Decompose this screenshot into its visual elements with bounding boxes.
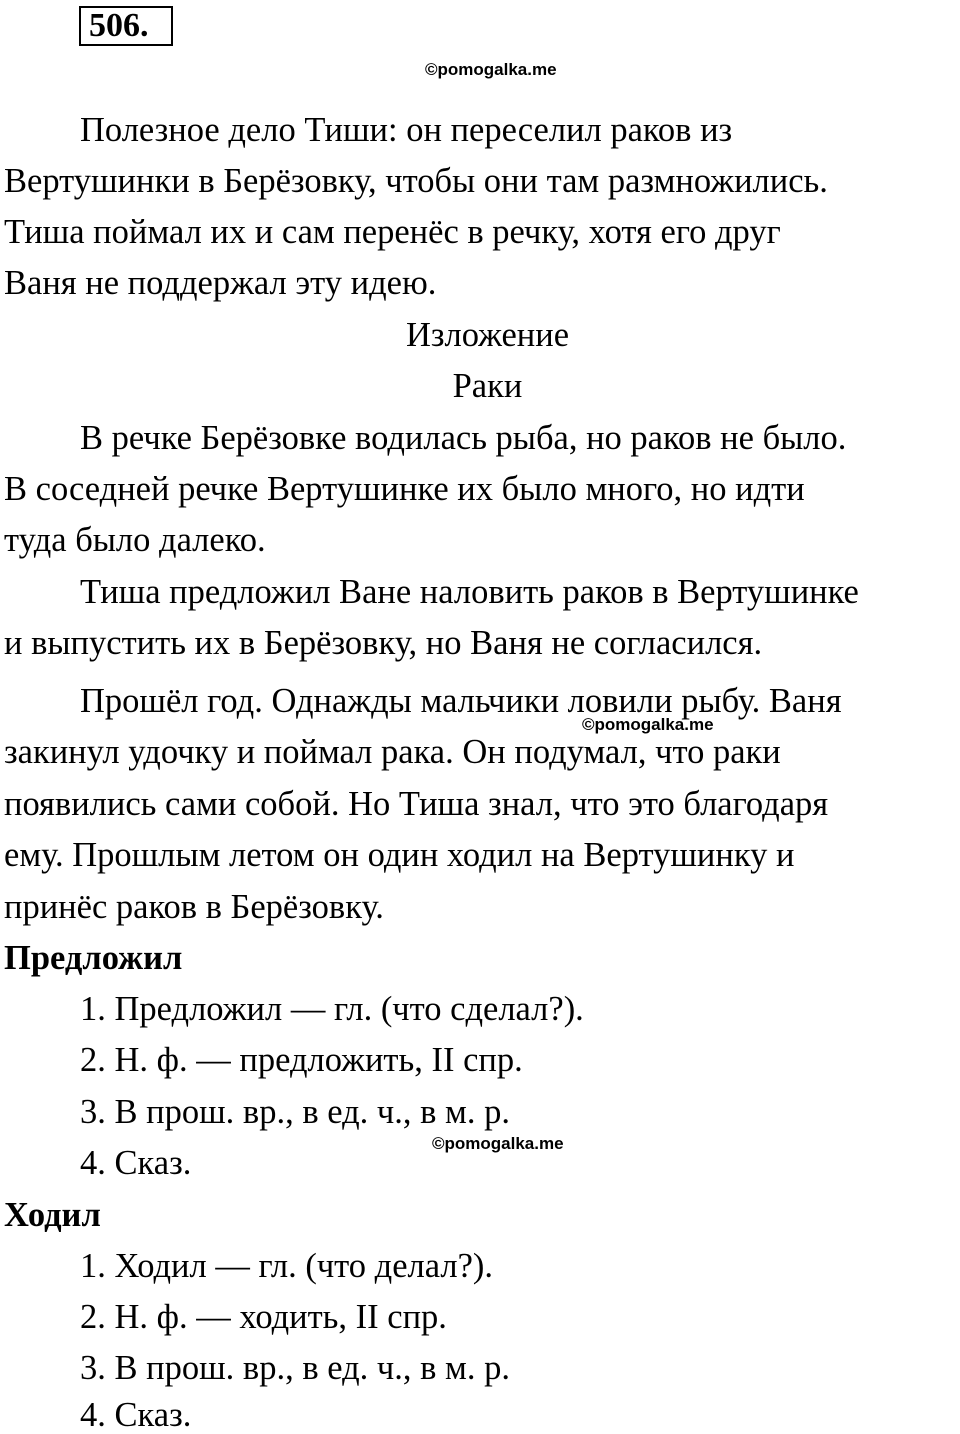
analysis-2-item-3: 3. В прош. вр., в ед. ч., в м. р.: [80, 1349, 511, 1387]
analysis-1-item-4: 4. Сказ.: [80, 1144, 192, 1182]
story-line-2: В соседней речке Вертушинке их было много, но идти: [4, 470, 805, 508]
summary-line-3: Тиша поймал их и сам перенёс в речку, хотя его друг: [4, 213, 781, 251]
exercise-number: 506.: [79, 6, 173, 46]
analysis-1-item-2: 2. Н. ф. — предложить, II спр.: [80, 1041, 523, 1079]
story-line-6: Прошёл год. Однажды мальчики ловили рыбу. Ваня: [80, 682, 842, 720]
story-line-7: закинул удочку и поймал рака. Он подумал, что раки: [4, 733, 781, 771]
summary-line-1: Полезное дело Тиши: он переселил раков из: [80, 111, 733, 149]
analysis-2-item-2: 2. Н. ф. — ходить, II спр.: [80, 1298, 447, 1336]
story-line-4: Тиша предложил Ване наловить раков в Вертушинке: [80, 573, 859, 611]
summary-line-2: Вертушинки в Берёзовку, чтобы они там размножились.: [4, 162, 828, 200]
story-line-9: ему. Прошлым летом он один ходил на Вертушинку и: [4, 836, 795, 874]
story-line-3: туда было далеко.: [4, 521, 266, 559]
story-line-10: принёс раков в Берёзовку.: [4, 888, 384, 926]
analysis-word-1: Предложил: [4, 939, 183, 977]
story-line-5: и выпустить их в Берёзовку, но Ваня не согласился.: [4, 624, 763, 662]
analysis-2-item-4: 4. Сказ.: [80, 1396, 192, 1434]
summary-line-4: Ваня не поддержал эту идею.: [4, 264, 437, 302]
watermark-bottom: ©pomogalka.me: [432, 1134, 564, 1153]
analysis-2-item-1: 1. Ходил — гл. (что делал?).: [80, 1247, 494, 1285]
story-line-8: появились сами собой. Но Тиша знал, что это благодаря: [4, 785, 829, 823]
watermark-top: ©pomogalka.me: [425, 60, 557, 79]
watermark-middle: ©pomogalka.me: [582, 715, 714, 734]
story-line-1: В речке Берёзовке водилась рыба, но раков не было.: [80, 419, 847, 457]
analysis-1-item-1: 1. Предложил — гл. (что сделал?).: [80, 990, 584, 1028]
analysis-1-item-3: 3. В прош. вр., в ед. ч., в м. р.: [80, 1093, 511, 1131]
genre-title: Изложение: [405, 316, 570, 354]
story-title: Раки: [452, 367, 523, 405]
analysis-word-2: Ходил: [4, 1196, 101, 1234]
